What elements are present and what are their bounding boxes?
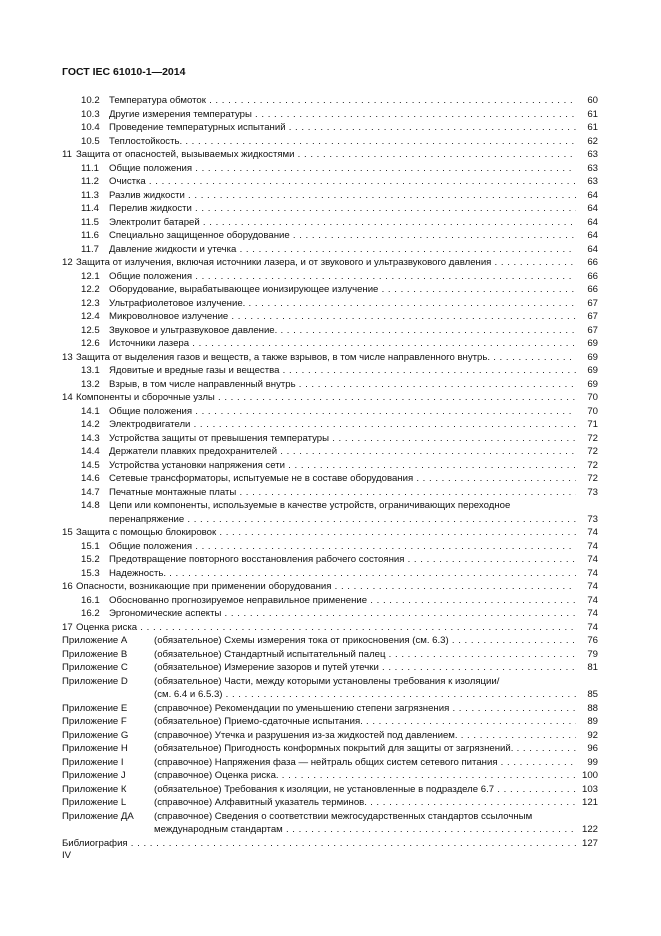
toc-entry-number: 14.4 (81, 446, 100, 457)
toc-entry-title: Обоснованно прогнозируемое неправильное применение (109, 594, 368, 606)
toc-entry-page: 67 (587, 297, 598, 309)
toc-entry-number: 13.2 (81, 378, 100, 390)
toc-entry-label (81, 499, 576, 513)
toc-entry-page: 66 (587, 284, 598, 295)
toc-entry[interactable] (62, 405, 598, 419)
toc-entry[interactable] (62, 769, 598, 783)
toc-entry-page: 72 (587, 432, 598, 444)
toc-entry[interactable] (62, 553, 598, 567)
toc-entry-label (81, 108, 576, 122)
toc-entry-title: (обязательное) Пригодность конформных покрытий для защиты от загрязнений. (154, 743, 514, 754)
toc-entry-title: Держатели плавких предохранителей (109, 446, 278, 457)
toc-entry-title: (см. 6.4 и 6.5.3) (154, 689, 223, 700)
toc-entry-title: Общие положения (109, 270, 193, 282)
toc-entry-number: Приложение С (62, 662, 128, 673)
toc-entry-number: Приложение Е (62, 702, 128, 714)
toc-entry[interactable] (62, 364, 598, 378)
toc-entry-page: 85 (587, 689, 598, 700)
toc-entry-label (62, 756, 576, 770)
toc-entry-label (81, 594, 576, 608)
toc-entry-page: 89 (587, 716, 598, 727)
toc-entry-label (62, 661, 576, 675)
toc-entry[interactable] (62, 756, 598, 770)
toc-entry[interactable] (62, 297, 598, 311)
toc-entry-title: Другие измерения температуры (109, 108, 252, 120)
toc-entry-label (62, 351, 576, 365)
toc-entry-page: 63 (587, 149, 598, 160)
toc-entry-number: 14.3 (81, 432, 100, 444)
toc-entry-label (81, 135, 576, 149)
toc-entry-number: 14.5 (81, 459, 100, 471)
toc-entry-number: 14.6 (81, 473, 100, 484)
toc-entry-number: 14.7 (81, 486, 100, 498)
toc-entry-label (81, 297, 576, 311)
toc-entry-page: 99 (587, 756, 598, 768)
toc-entry-number: Приложение ДА (62, 810, 134, 822)
toc-entry-page: 81 (587, 662, 598, 673)
toc-entry-title: Сетевые трансформаторы, испытуемые не в составе оборудования (109, 473, 414, 484)
toc-entry[interactable] (62, 121, 598, 135)
toc-entry-title: Устройства установки напряжения сети (109, 459, 286, 471)
toc-entry-title: (справочное) Сведения о соответствии межгосударственных стандартов ссылочным (154, 810, 533, 822)
toc-entry[interactable] (62, 702, 598, 716)
toc-entry-number: 15 (62, 527, 73, 538)
toc-entry-title: международным стандартам (154, 824, 283, 835)
toc-entry-number: Приложение I (62, 756, 124, 768)
toc-entry[interactable] (62, 715, 598, 729)
toc-entry[interactable] (62, 796, 598, 810)
toc-entry[interactable] (62, 148, 598, 162)
toc-entry-title: Специально защищенное оборудование (109, 230, 290, 241)
toc-entry[interactable] (62, 283, 598, 297)
toc-entry-page: 103 (581, 783, 598, 795)
toc-entry-title: (обязательное) Схемы измерения тока от прикосновения (см. 6.3) (154, 635, 449, 646)
toc-entry-label (81, 310, 576, 324)
toc-entry[interactable] (62, 324, 598, 338)
toc-entry-number: 10.5 (81, 135, 100, 147)
toc-entry-number: 14 (62, 392, 73, 403)
toc-entry-number: 16 (62, 581, 73, 592)
toc-entry[interactable] (62, 310, 598, 324)
toc-entry-page: 74 (587, 527, 598, 538)
toc-entry[interactable] (62, 472, 598, 486)
toc-entry-page: 70 (587, 392, 598, 403)
toc-entry[interactable] (62, 499, 598, 513)
toc-entry-page: 74 (587, 608, 598, 619)
toc-entry[interactable] (62, 486, 598, 500)
toc-entry-page: 74 (587, 567, 598, 579)
toc-entry[interactable] (62, 513, 598, 527)
toc-entry-number: 11.3 (81, 189, 99, 201)
toc-entry-title: (обязательное) Требования к изоляции, не установленные в подразделе 6.7 (154, 783, 495, 795)
toc-entry-title: Температура обмоток (109, 95, 206, 106)
toc-entry-number: Приложение F (62, 716, 127, 727)
toc-entry-page: 63 (587, 176, 598, 187)
toc-entry-number: Приложение К (62, 783, 127, 795)
toc-entry-title: Устройства защиты от превышения температуры (109, 432, 330, 444)
toc-entry-label (81, 405, 576, 419)
toc-entry-title: (справочное) Напряжения фаза — нейтраль общих систем сетевого питания (154, 756, 498, 768)
toc-entry-title: Теплостойкость. (109, 135, 183, 147)
toc-entry[interactable] (62, 135, 598, 149)
toc-entry-label (62, 580, 576, 594)
toc-entry-title: Опасности, возникающие при применении оборудования (76, 581, 332, 592)
toc-entry[interactable] (62, 270, 598, 284)
toc-entry-number: 11.7 (81, 243, 99, 255)
toc-entry-number: 10.2 (81, 95, 100, 106)
toc-entry-page: 71 (587, 419, 598, 430)
toc-entry[interactable] (62, 526, 598, 540)
toc-entry-page: 63 (587, 162, 598, 174)
toc-entry[interactable] (62, 189, 598, 203)
toc-entry[interactable] (62, 229, 598, 243)
toc-entry-label (81, 229, 576, 243)
toc-entry[interactable] (62, 418, 598, 432)
toc-entry-title: Очистка (109, 176, 146, 187)
toc-entry-page: 64 (587, 230, 598, 241)
table-of-contents (62, 94, 598, 850)
toc-entry-page: 88 (587, 702, 598, 714)
toc-entry-page: 74 (587, 594, 598, 606)
toc-entry[interactable] (62, 243, 598, 257)
toc-entry-page: 127 (581, 837, 598, 849)
toc-entry-title: Защита от излучения, включая источники лазера, и от звукового и ультразвукового давления (76, 257, 492, 268)
toc-entry-label (62, 391, 576, 405)
toc-entry-page: 64 (587, 203, 598, 214)
toc-entry-page: 64 (587, 243, 598, 255)
toc-entry-page: 121 (581, 797, 598, 808)
toc-entry-label (81, 202, 576, 216)
toc-entry[interactable] (62, 580, 598, 594)
toc-entry-title: Ядовитые и вредные газы и вещества (109, 365, 280, 376)
toc-entry-label (62, 715, 576, 729)
toc-entry-label (62, 702, 576, 716)
toc-entry-number: 11.1 (81, 162, 99, 174)
toc-entry-number: 12 (62, 257, 73, 268)
toc-entry-number: Приложение G (62, 729, 129, 741)
toc-entry-label (109, 513, 576, 527)
toc-entry-number: 11.4 (81, 203, 99, 214)
toc-entry-number: Приложение D (62, 675, 128, 687)
toc-entry-number: Приложение J (62, 770, 126, 781)
toc-entry-number: 14.2 (81, 419, 100, 430)
toc-entry-title: Компоненты и сборочные узлы (76, 392, 215, 403)
toc-entry-title: Общие положения (109, 540, 193, 552)
toc-entry-page: 61 (587, 108, 598, 120)
toc-entry-page: 96 (587, 743, 598, 754)
toc-entry-page: 72 (587, 459, 598, 471)
toc-entry-label (62, 675, 576, 689)
toc-entry-title: Давление жидкости и утечка (109, 243, 237, 255)
toc-entry-label (81, 486, 576, 500)
toc-entry[interactable] (62, 607, 598, 621)
toc-entry-label (62, 769, 576, 783)
toc-entry-number: 13 (62, 351, 73, 363)
toc-entry-number: 15.2 (81, 554, 100, 565)
toc-entry-title: (справочное) Утечка и разрушения из-за жидкостей под давлением. (154, 729, 458, 741)
toc-entry-number: 15.3 (81, 567, 100, 579)
toc-entry[interactable] (62, 162, 598, 176)
toc-entry-number: 15.1 (81, 540, 100, 552)
toc-entry-page: 74 (587, 621, 598, 633)
toc-entry-label (62, 837, 576, 851)
toc-entry-label (62, 729, 576, 743)
toc-entry-number: 12.2 (81, 284, 100, 295)
toc-entry-label (154, 688, 576, 702)
toc-entry[interactable] (62, 621, 598, 635)
toc-entry-page: 76 (587, 635, 598, 646)
toc-entry-label (81, 175, 576, 189)
toc-entry-page: 72 (587, 473, 598, 484)
toc-entry[interactable] (62, 675, 598, 689)
toc-entry-page: 70 (587, 405, 598, 417)
toc-entry[interactable] (62, 729, 598, 743)
toc-entry-title: Микроволновое излучение (109, 311, 229, 322)
toc-entry[interactable] (62, 378, 598, 392)
toc-entry-label (62, 526, 576, 540)
toc-entry[interactable] (62, 256, 598, 270)
toc-entry-number: Приложение В (62, 648, 128, 660)
toc-entry-page: 79 (587, 648, 598, 660)
toc-entry-label (81, 418, 576, 432)
toc-entry-title: Библиография (62, 837, 128, 849)
toc-entry-title: Цепи или компоненты, используемые в качестве устройств, ограничивающих переходное (109, 500, 511, 511)
toc-entry-title: Предотвращение повторного восстановления рабочего состояния (109, 554, 405, 565)
toc-entry-title: (справочное) Оценка риска. (154, 770, 279, 781)
toc-entry[interactable] (62, 108, 598, 122)
toc-entry-number: 14.8 (81, 500, 100, 511)
toc-entry-title: Эргономические аспекты (109, 608, 222, 619)
toc-entry-label (81, 459, 576, 473)
toc-entry-title: (справочное) Рекомендации по уменьшению степени загрязнения (154, 702, 450, 714)
toc-entry-label (81, 121, 576, 135)
toc-entry[interactable] (62, 337, 598, 351)
toc-entry-label (62, 256, 576, 270)
toc-entry-label (81, 94, 576, 108)
toc-entry-label (81, 553, 576, 567)
toc-entry-number: Приложение Н (62, 743, 128, 754)
toc-entry-label (81, 540, 576, 554)
toc-entry[interactable] (62, 783, 598, 797)
toc-entry-page: 69 (587, 338, 598, 349)
toc-entry[interactable] (62, 351, 598, 365)
toc-entry-label (62, 783, 576, 797)
toc-entry-title: (обязательное) Стандартный испытательный палец (154, 648, 386, 660)
toc-entry-label (62, 148, 576, 162)
toc-entry-label (81, 607, 576, 621)
toc-entry-label (81, 472, 576, 486)
toc-entry[interactable] (62, 540, 598, 554)
toc-entry-title: Электродвигатели (109, 419, 191, 430)
toc-entry-label (81, 445, 576, 459)
toc-entry-title: Проведение температурных испытаний (109, 122, 286, 133)
toc-entry-page: 69 (587, 365, 598, 376)
toc-entry-page: 64 (587, 189, 598, 201)
toc-entry-number: 17 (62, 621, 73, 633)
toc-entry-page: 69 (587, 351, 598, 363)
toc-entry-number: 11 (62, 149, 72, 160)
toc-entry[interactable] (62, 216, 598, 230)
toc-entry-number: 11.5 (81, 216, 99, 228)
toc-entry-page: 74 (587, 554, 598, 565)
toc-entry[interactable] (62, 837, 598, 851)
toc-entry-number: 12.1 (81, 270, 100, 282)
toc-entry-page: 64 (587, 216, 598, 228)
toc-entry[interactable] (62, 634, 598, 648)
toc-entry-number: 10.3 (81, 108, 100, 120)
toc-entry[interactable] (62, 594, 598, 608)
toc-entry[interactable] (62, 567, 598, 581)
toc-entry-title: Печатные монтажные платы (109, 486, 237, 498)
toc-entry-page: 60 (587, 95, 598, 106)
toc-entry-page: 61 (587, 122, 598, 133)
toc-entry-label (81, 378, 576, 392)
toc-entry-number: 14.1 (81, 405, 100, 417)
toc-entry-number: 11.6 (81, 230, 99, 241)
toc-entry-title: Источники лазера (109, 338, 190, 349)
toc-entry-title: Надежность. (109, 567, 166, 579)
toc-entry-label (81, 337, 576, 351)
toc-entry-number: 10.4 (81, 122, 100, 133)
toc-entry[interactable] (62, 810, 598, 824)
toc-entry-number: 12.3 (81, 297, 100, 309)
toc-entry-label (62, 810, 576, 824)
toc-entry-title: Перелив жидкости (109, 203, 192, 214)
toc-entry-page: 62 (587, 135, 598, 147)
toc-entry-title: Звуковое и ультразвуковое давление. (109, 324, 278, 336)
toc-entry-page: 73 (587, 486, 598, 498)
toc-entry-number: 13.1 (81, 365, 100, 376)
toc-entry-title: Общие положения (109, 162, 193, 174)
toc-entry-number: 12.4 (81, 311, 100, 322)
toc-entry-title: Ультрафиолетовое излучение. (109, 297, 246, 309)
toc-entry[interactable] (62, 459, 598, 473)
toc-entry-label (81, 364, 576, 378)
toc-entry-title: Оценка риска (76, 621, 138, 633)
toc-entry[interactable] (62, 432, 598, 446)
document-header: ГОСТ IEC 61010-1—2014 (62, 66, 186, 78)
toc-entry-label (62, 621, 576, 635)
toc-entry-label (154, 823, 576, 837)
toc-entry-label (81, 432, 576, 446)
toc-entry-number: 16.1 (81, 594, 100, 606)
toc-entry[interactable] (62, 661, 598, 675)
toc-entry-title: Защита с помощью блокировок (76, 527, 217, 538)
toc-entry-title: Защита от выделения газов и веществ, а также взрывов, в том числе направленного внутрь. (76, 351, 491, 363)
toc-entry-label (81, 189, 576, 203)
toc-entry[interactable] (62, 175, 598, 189)
toc-entry-number: Приложение L (62, 797, 127, 808)
toc-entry-label (81, 324, 576, 338)
toc-entry-title: Общие положения (109, 405, 193, 417)
toc-entry-label (81, 216, 576, 230)
toc-entry-number: Приложение А (62, 635, 128, 646)
toc-entry-title: Взрыв, в том числе направленный внутрь (109, 378, 296, 390)
toc-entry-title: Защита от опасностей, вызываемых жидкостями (76, 149, 295, 160)
toc-entry-number: 12.6 (81, 338, 100, 349)
toc-entry[interactable] (62, 94, 598, 108)
toc-entry-label (81, 162, 576, 176)
toc-entry-label (62, 648, 576, 662)
toc-entry-title: Разлив жидкости (109, 189, 185, 201)
toc-entry-page: 72 (587, 446, 598, 457)
toc-entry-title: (справочное) Алфавитный указатель терминов. (154, 797, 367, 808)
toc-entry[interactable] (62, 648, 598, 662)
toc-entry-label (62, 634, 576, 648)
toc-entry-label (81, 567, 576, 581)
page-number: IV (62, 850, 72, 861)
toc-entry-page: 74 (587, 581, 598, 592)
toc-entry[interactable] (62, 391, 598, 405)
toc-entry-page: 66 (587, 257, 598, 268)
toc-entry-title: Электролит батарей (109, 216, 200, 228)
toc-entry-label (81, 243, 576, 257)
toc-entry-title: (обязательное) Измерение зазоров и путей утечки (154, 662, 379, 673)
toc-entry-number: 11.2 (81, 176, 99, 187)
toc-entry[interactable] (62, 688, 598, 702)
toc-entry[interactable] (62, 823, 598, 837)
toc-entry-page: 66 (587, 270, 598, 282)
toc-entry-page: 67 (587, 324, 598, 336)
toc-entry-label (81, 283, 576, 297)
toc-entry-label (81, 270, 576, 284)
toc-entry[interactable] (62, 202, 598, 216)
toc-entry-title: (обязательное) Приемо-сдаточные испытания. (154, 716, 363, 727)
toc-entry-page: 122 (581, 824, 598, 835)
toc-entry-page: 67 (587, 311, 598, 322)
toc-entry-title: (обязательное) Части, между которыми установлены требования к изоляции/ (154, 675, 500, 687)
toc-entry-label (62, 796, 576, 810)
toc-entry-number: 12.5 (81, 324, 100, 336)
toc-entry-page: 73 (587, 513, 598, 525)
toc-entry-page: 74 (587, 540, 598, 552)
toc-entry[interactable] (62, 742, 598, 756)
toc-entry[interactable] (62, 445, 598, 459)
toc-entry-page: 100 (581, 770, 598, 781)
toc-entry-page: 69 (587, 378, 598, 390)
toc-entry-page: 92 (587, 729, 598, 741)
toc-entry-number: 16.2 (81, 608, 100, 619)
toc-entry-label (62, 742, 576, 756)
toc-entry-title: Оборудование, вырабатывающее ионизирующее излучение (109, 284, 379, 295)
toc-entry-title: перенапряжение (109, 513, 185, 525)
